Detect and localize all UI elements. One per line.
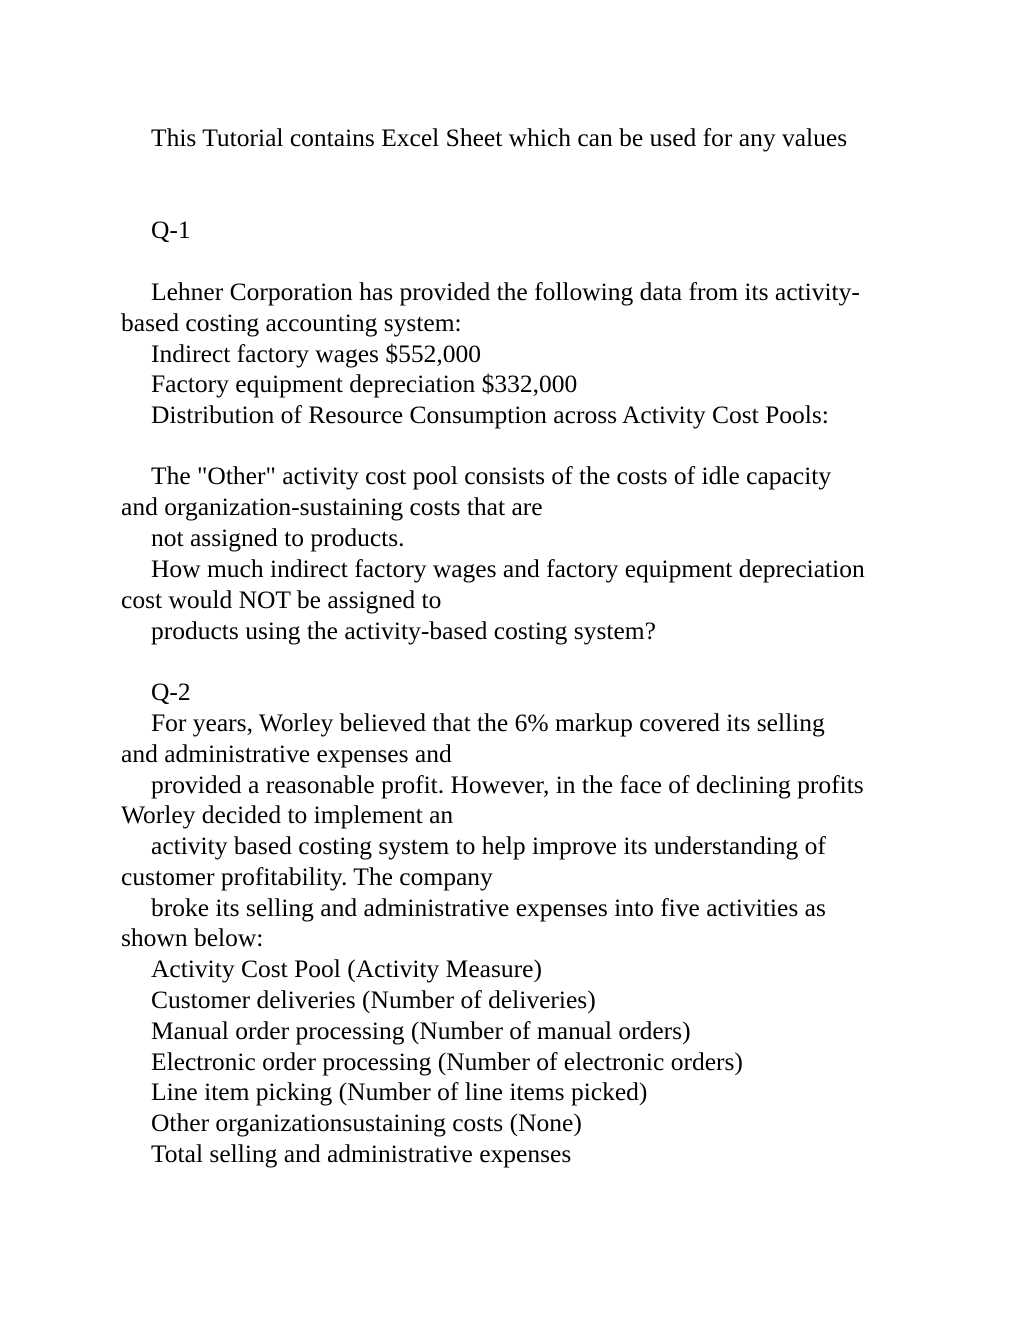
q1-paragraph-line: Distribution of Resource Consumption across Activity Cost Pools:	[151, 400, 829, 429]
q1-paragraph-line: and organization-sustaining costs that are	[121, 492, 543, 521]
intro-text: This Tutorial contains Excel Sheet which can be used for any values	[151, 123, 848, 152]
q1-heading: Q-1	[151, 215, 191, 244]
q1-paragraph-line: based costing accounting system:	[121, 308, 462, 337]
activity-list-item: Other organizationsustaining costs (None)	[151, 1108, 582, 1137]
q1-paragraph-line: The "Other" activity cost pool consists of the costs of idle capacity	[151, 461, 832, 490]
q2-paragraph-line: and administrative expenses and	[121, 739, 452, 768]
q1-paragraph-line: How much indirect factory wages and factory equipment depreciation	[151, 554, 865, 583]
activity-list-total: Total selling and administrative expenses	[151, 1139, 572, 1168]
q2-paragraph-line: activity based costing system to help improve its understanding of	[151, 831, 826, 860]
q1-paragraph-line: cost would NOT be assigned to	[121, 585, 442, 614]
q2-paragraph-line: broke its selling and administrative expenses into five activities as	[151, 893, 826, 922]
q1-paragraph-line: products using the activity-based costing system?	[151, 616, 656, 645]
q1-paragraph-line: Factory equipment depreciation $332,000	[151, 369, 578, 398]
q2-paragraph-line: customer profitability. The company	[121, 862, 493, 891]
activity-list-item: Electronic order processing (Number of electronic orders)	[151, 1047, 743, 1076]
q2-heading: Q-2	[151, 677, 191, 706]
q1-paragraph-line: Lehner Corporation has provided the following data from its activity-	[151, 277, 860, 306]
q2-paragraph-line: shown below:	[121, 923, 264, 952]
activity-list-item: Manual order processing (Number of manual orders)	[151, 1016, 691, 1045]
q1-paragraph-line: not assigned to products.	[151, 523, 405, 552]
q2-paragraph-line: Worley decided to implement an	[121, 800, 454, 829]
q1-paragraph-line: Indirect factory wages $552,000	[151, 339, 481, 368]
q2-paragraph-line: For years, Worley believed that the 6% markup covered its selling	[151, 708, 825, 737]
activity-list-item: Line item picking (Number of line items picked)	[151, 1077, 648, 1106]
activity-list-header: Activity Cost Pool (Activity Measure)	[151, 954, 542, 983]
activity-list-item: Customer deliveries (Number of deliveries)	[151, 985, 596, 1014]
q2-paragraph-line: provided a reasonable profit. However, in the face of declining profits	[151, 770, 864, 799]
